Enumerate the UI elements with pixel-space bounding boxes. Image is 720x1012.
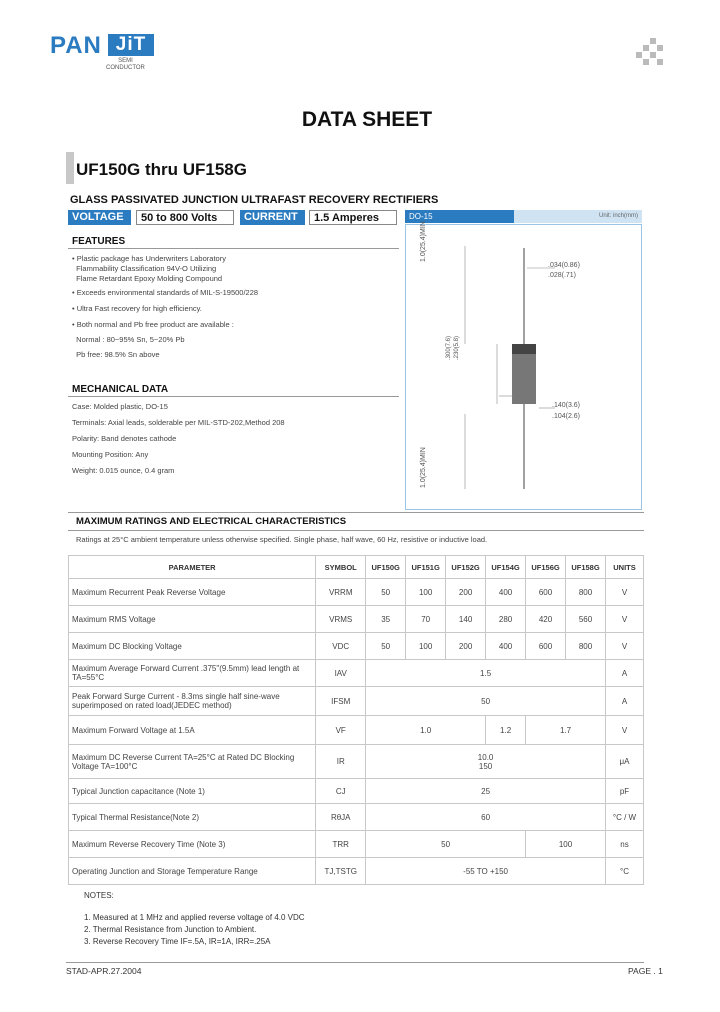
row-value: 60: [366, 804, 606, 831]
col-header: UF150G: [366, 556, 406, 579]
row-value: 70: [406, 606, 446, 633]
voltage-value: 50 to 800 Volts: [136, 210, 234, 225]
dim-body-length-b: .230(5.8): [454, 335, 460, 360]
row-symbol: IFSM: [316, 687, 366, 716]
mechanical-list: [72, 402, 402, 482]
dim-body-dia-a: .140(3.6): [552, 402, 581, 409]
row-value: 50: [366, 633, 406, 660]
mechanical-heading: MECHANICAL DATA: [72, 384, 169, 395]
ratings-heading: MAXIMUM RATINGS AND ELECTRICAL CHARACTERISTICS: [76, 516, 347, 527]
feature-line: Flame Retardant Epoxy Molding Compound: [72, 274, 223, 283]
document-title: DATA SHEET: [301, 108, 433, 131]
features-divider: [68, 248, 399, 249]
row-param: Typical Thermal Resistance(Note 2): [69, 804, 316, 831]
row-value: 35: [366, 606, 406, 633]
row-unit: ns: [606, 831, 644, 858]
mechanical-line: Weight: 0.015 ounce, 0.4 gram: [72, 466, 175, 475]
table-row: [69, 858, 644, 885]
row-value: 50: [366, 687, 606, 716]
features-heading: FEATURES: [72, 236, 126, 247]
row-unit: A: [606, 687, 644, 716]
dim-lead-length-top: 1.0(25.4)MIN: [420, 221, 427, 262]
ir-value-25c: 10.0: [477, 752, 494, 762]
row-value: 140: [446, 606, 486, 633]
row-value: 560: [566, 606, 606, 633]
package-outline-drawing: [405, 224, 642, 510]
row-value: 280: [486, 606, 526, 633]
row-value: 600: [526, 579, 566, 606]
feature-line: Flammability Classification 94V-O Utilizing: [72, 264, 217, 273]
current-label: CURRENT: [240, 210, 305, 225]
ratings-heading-divider: [68, 530, 644, 531]
feature-line: Pb free: 98.5% Sn above: [72, 350, 160, 359]
logo-sub-conductor: CONDUCTOR: [106, 65, 145, 71]
table-row: [69, 716, 644, 745]
row-value: 800: [566, 579, 606, 606]
footer-page: PAGE . 1: [628, 966, 663, 976]
row-param: Operating Junction and Storage Temperature Range: [69, 858, 316, 885]
col-header: UF154G: [486, 556, 526, 579]
mechanical-line: Mounting Position: Any: [72, 450, 149, 459]
row-unit: pF: [606, 779, 644, 804]
row-unit: V: [606, 579, 644, 606]
table-row: [69, 745, 644, 779]
row-value: 25: [366, 779, 606, 804]
mechanical-line: Terminals: Axial leads, solderable per MIL-STD-202,Method 208: [72, 418, 285, 427]
row-symbol: TRR: [316, 831, 366, 858]
col-header: UF156G: [526, 556, 566, 579]
mechanical-divider: [68, 396, 399, 397]
row-symbol: RθJA: [316, 804, 366, 831]
row-param: Maximum Recurrent Peak Reverse Voltage: [69, 579, 316, 606]
logo-jit: JiT: [108, 34, 154, 56]
dim-lead-length-bottom: 1.0(25.4)MIN: [420, 447, 427, 488]
row-value: 200: [446, 633, 486, 660]
corner-dots-decoration: [636, 38, 664, 66]
note-line: 3. Reverse Recovery Time IF=.5A, IR=1A, IRR=.25A: [84, 937, 271, 946]
table-row: [69, 779, 644, 804]
dim-lead-dia-mm: .028(.71): [548, 272, 577, 279]
row-value: 1.0: [366, 716, 486, 745]
row-value: 100: [406, 579, 446, 606]
row-unit: V: [606, 606, 644, 633]
ratings-table: [68, 555, 644, 885]
dim-lead-dia-in: .034(0.86): [548, 262, 580, 269]
row-value: 1.7: [526, 716, 606, 745]
row-value: 600: [526, 633, 566, 660]
note-line: 1. Measured at 1 MHz and applied reverse voltage of 4.0 VDC: [84, 913, 305, 922]
logo-sub-semi: SEMI: [118, 58, 133, 64]
table-row: [69, 579, 644, 606]
logo-pan: PAN: [50, 32, 102, 59]
part-title-accent: [66, 152, 74, 184]
row-value: 420: [526, 606, 566, 633]
row-symbol: VRMS: [316, 606, 366, 633]
row-unit: V: [606, 633, 644, 660]
footer-divider: [66, 962, 644, 963]
row-unit: °C: [606, 858, 644, 885]
product-subtitle: GLASS PASSIVATED JUNCTION ULTRAFAST RECOVERY RECTIFIERS: [70, 194, 439, 206]
features-list: [72, 254, 402, 360]
feature-line: • Ultra Fast recovery for high efficiency.: [72, 304, 202, 313]
ratings-note: Ratings at 25°C ambient temperature unless otherwise specified. Single phase, half wave, 60 Hz, resistive or inductive load.: [76, 535, 488, 544]
feature-line: • Exceeds environmental standards of MIL-S-19500/228: [72, 288, 259, 297]
row-value: 1.2: [486, 716, 526, 745]
row-symbol: VF: [316, 716, 366, 745]
dim-body-dia-b: .104(2.6): [552, 413, 581, 420]
current-value: 1.5 Amperes: [309, 210, 397, 225]
note-line: 2. Thermal Resistance from Junction to Ambient.: [84, 925, 257, 934]
row-value: 100: [406, 633, 446, 660]
ratings-top-divider: [68, 512, 644, 513]
part-title: UF150G thru UF158G: [76, 160, 247, 179]
col-header: PARAMETER: [69, 556, 316, 579]
table-row: [69, 831, 644, 858]
row-symbol: IR: [316, 745, 366, 779]
row-symbol: VDC: [316, 633, 366, 660]
footer-date: STAD-APR.27.2004: [66, 966, 142, 976]
row-value: 800: [566, 633, 606, 660]
row-unit: V: [606, 716, 644, 745]
feature-line: Normal : 80~95% Sn, 5~20% Pb: [72, 335, 185, 344]
voltage-label: VOLTAGE: [68, 210, 131, 225]
row-symbol: CJ: [316, 779, 366, 804]
row-param: Maximum Forward Voltage at 1.5A: [69, 716, 316, 745]
row-value: 200: [446, 579, 486, 606]
mechanical-line: Case: Molded plastic, DO-15: [72, 402, 168, 411]
mechanical-line: Polarity: Band denotes cathode: [72, 434, 177, 443]
table-header-row: [69, 556, 644, 579]
notes: [84, 890, 305, 948]
row-param: Maximum Average Forward Current .375"(9.5mm) lead length at TA=55°C: [69, 660, 316, 687]
row-value: 400: [486, 579, 526, 606]
row-unit: μA: [606, 745, 644, 779]
row-value: 50: [366, 579, 406, 606]
row-value: 50: [366, 831, 526, 858]
row-param: Peak Forward Surge Current - 8.3ms single half sine-wave superimposed on rated load(JEDEC method): [69, 687, 316, 716]
row-param: Maximum DC Blocking Voltage: [69, 633, 316, 660]
col-header: UNITS: [606, 556, 644, 579]
row-value: 100: [526, 831, 606, 858]
ir-value-100c: 150: [478, 761, 493, 771]
table-row: [69, 660, 644, 687]
row-param: Maximum Reverse Recovery Time (Note 3): [69, 831, 316, 858]
row-unit: °C / W: [606, 804, 644, 831]
col-header: UF152G: [446, 556, 486, 579]
col-header: SYMBOL: [316, 556, 366, 579]
row-value: 1.5: [366, 660, 606, 687]
package-unit: Unit: inch(mm): [514, 210, 642, 223]
col-header: UF158G: [566, 556, 606, 579]
logo-subtitle: [106, 58, 145, 72]
row-param: Maximum RMS Voltage: [69, 606, 316, 633]
dim-body-length-a: .300(7.6): [446, 335, 452, 360]
row-symbol: TJ,TSTG: [316, 858, 366, 885]
table-row: [69, 606, 644, 633]
table-row: [69, 633, 644, 660]
row-value: 400: [486, 633, 526, 660]
feature-line: • Both normal and Pb free product are available :: [72, 320, 234, 329]
row-param: Maximum DC Reverse Current TA=25°C at Rated DC Blocking Voltage TA=100°C: [69, 745, 316, 779]
col-header: UF151G: [406, 556, 446, 579]
row-value: -55 TO +150: [366, 858, 606, 885]
row-value: [366, 745, 606, 779]
feature-line: • Plastic package has Underwriters Laboratory: [72, 254, 226, 263]
package-name: DO-15: [405, 210, 514, 223]
row-param: Typical Junction capacitance (Note 1): [69, 779, 316, 804]
row-symbol: VRRM: [316, 579, 366, 606]
row-unit: A: [606, 660, 644, 687]
row-symbol: IAV: [316, 660, 366, 687]
table-row: [69, 687, 644, 716]
table-row: [69, 804, 644, 831]
notes-heading: NOTES:: [84, 891, 114, 900]
